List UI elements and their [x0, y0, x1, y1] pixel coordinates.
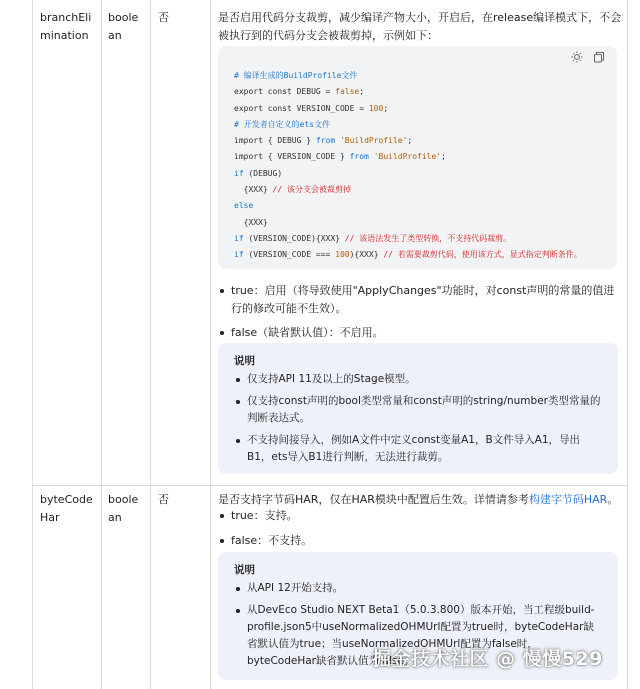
code-line: export const DEBUG = false;: [234, 87, 365, 97]
table-border-left: [32, 0, 33, 689]
note-list: [234, 371, 604, 466]
note-item: 不支持间接导入，例如A文件中定义const变量A1，B文件导入A1，导出B1，ets导入B1进行判断，无法进行裁剪。: [234, 432, 604, 466]
build-bytecode-har-link[interactable]: 构建字节码HAR: [528, 493, 608, 506]
note-title: 说明: [234, 564, 255, 576]
param-type: boolean: [108, 493, 139, 524]
param-description: 是否启用代码分支裁剪，减少编译产物大小，开启后，在release编译模式下，不会被执行到的代码分支会被裁剪掉，示例如下：: [218, 11, 622, 42]
note-item: 仅支持const声明的bool类型常量和const声明的string/number类型常量的判断表达式。: [234, 393, 604, 427]
param-name: byteCodeHar: [40, 493, 93, 524]
code-line: if (VERSION_CODE){XXX} // 该语法发生了类型转换，不支持代码裁剪。: [234, 233, 512, 243]
description-suffix: 。: [607, 493, 619, 506]
value-list: [218, 507, 618, 550]
code-line: {XXX} // 该分支会被裁剪掉: [234, 185, 351, 195]
column-divider: [101, 0, 102, 689]
code-lines: [234, 68, 617, 264]
description-text: 是否支持字节码HAR，仅在HAR模块中配置后生效。详情请参考: [218, 493, 529, 506]
table-border-right: [627, 0, 628, 689]
code-line: import { DEBUG } from 'BuildProfile';: [234, 136, 413, 146]
code-line: if (VERSION_CODE === 100){XXX} // 若需要裁剪代码，使用该方式，显式指定判断条件。: [234, 250, 582, 260]
note-item: 仅支持API 11及以上的Stage模型。: [234, 371, 604, 388]
param-type: boolean: [108, 11, 139, 42]
list-item: false：不支持。: [218, 532, 618, 550]
copy-icon[interactable]: [593, 51, 605, 63]
code-toolbar: [571, 51, 605, 63]
param-required: 否: [158, 11, 169, 24]
note-box: [218, 343, 618, 474]
code-line: {XXX}: [234, 217, 268, 227]
code-line: # 编译生成的BuildProfile文件: [234, 71, 358, 80]
theme-toggle-icon[interactable]: [571, 51, 583, 63]
code-line: else: [234, 201, 254, 211]
note-item: 从DevEco Studio NEXT Beta1（5.0.3.800）版本开始，当工程级build-profile.json5中useNormalizedOHMUrl配置为true时，byteCodeHar缺省默认值为true；当useNormalizedOHMUrl配置为false时，byteCodeHar缺省默认值为false。: [234, 602, 604, 670]
note-title: 说明: [234, 355, 255, 367]
param-required: 否: [158, 493, 169, 506]
watermark: 掘金技术社区 @ 慢慢529: [372, 648, 603, 670]
note-item: 从API 12开始支持。: [234, 580, 604, 597]
code-line: export const VERSION_CODE = 100;: [234, 103, 389, 113]
list-item: true：支持。: [218, 507, 618, 525]
param-name: branchElimination: [40, 11, 92, 42]
code-line: if (DEBUG): [234, 168, 283, 178]
code-block: [218, 46, 617, 269]
list-item: false（缺省默认值）：不启用。: [218, 324, 618, 342]
column-divider: [150, 0, 151, 689]
code-line: # 开发者自定义的ets文件: [234, 119, 331, 129]
value-list: [218, 282, 618, 342]
code-line: import { VERSION_CODE } from 'BuildProfile';: [234, 152, 446, 162]
list-item: true：启用（将导致使用"ApplyChanges"功能时，对const声明的常量的值进行的修改可能不生效）。: [218, 282, 618, 318]
column-divider: [210, 0, 211, 689]
row-divider: [32, 485, 628, 486]
